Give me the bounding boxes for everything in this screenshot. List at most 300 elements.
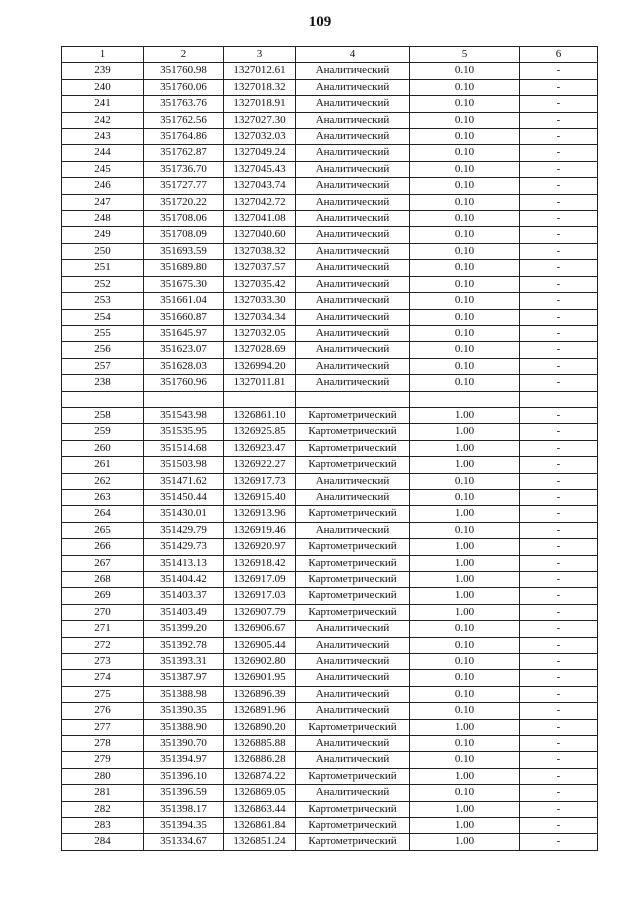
- note-cell: -: [520, 293, 598, 309]
- point-number-cell: 278: [62, 736, 144, 752]
- y-coordinate-cell: 1326890.20: [224, 719, 296, 735]
- table-header: [62, 47, 598, 63]
- table-body: [62, 63, 598, 850]
- column-header: 6: [520, 47, 598, 63]
- note-cell: -: [520, 358, 598, 374]
- table-row: [62, 407, 598, 423]
- point-number-cell: 247: [62, 194, 144, 210]
- y-coordinate-cell: 1327038.32: [224, 243, 296, 259]
- x-coordinate-cell: 351720.22: [144, 194, 224, 210]
- note-cell: -: [520, 424, 598, 440]
- accuracy-cell: 0.10: [410, 621, 520, 637]
- x-coordinate-cell: 351760.06: [144, 79, 224, 95]
- header-row: [62, 47, 598, 63]
- method-cell: Аналитический: [296, 637, 410, 653]
- method-cell: Аналитический: [296, 309, 410, 325]
- column-header: 2: [144, 47, 224, 63]
- method-cell: Картометрический: [296, 555, 410, 571]
- y-coordinate-cell: 1327028.69: [224, 342, 296, 358]
- note-cell: -: [520, 243, 598, 259]
- point-number-cell: 246: [62, 178, 144, 194]
- y-coordinate-cell: 1326917.03: [224, 588, 296, 604]
- accuracy-cell: 0.10: [410, 752, 520, 768]
- accuracy-cell: 0.10: [410, 522, 520, 538]
- x-coordinate-cell: 351430.01: [144, 506, 224, 522]
- note-cell: -: [520, 457, 598, 473]
- point-number-cell: 254: [62, 309, 144, 325]
- note-cell: -: [520, 325, 598, 341]
- y-coordinate-cell: 1327049.24: [224, 145, 296, 161]
- note-cell: -: [520, 736, 598, 752]
- x-coordinate-cell: 351760.98: [144, 63, 224, 79]
- x-coordinate-cell: 351693.59: [144, 243, 224, 259]
- note-cell: -: [520, 473, 598, 489]
- x-coordinate-cell: 351762.56: [144, 112, 224, 128]
- point-number-cell: 238: [62, 375, 144, 391]
- accuracy-cell: 1.00: [410, 555, 520, 571]
- column-header: 5: [410, 47, 520, 63]
- point-number-cell: 284: [62, 834, 144, 850]
- x-coordinate-cell: 351388.98: [144, 686, 224, 702]
- note-cell: -: [520, 129, 598, 145]
- x-coordinate-cell: [144, 391, 224, 407]
- table-row: [62, 293, 598, 309]
- table-row: [62, 604, 598, 620]
- table-row: [62, 588, 598, 604]
- table-row: [62, 489, 598, 505]
- method-cell: Аналитический: [296, 342, 410, 358]
- accuracy-cell: 0.10: [410, 785, 520, 801]
- x-coordinate-cell: 351708.06: [144, 211, 224, 227]
- y-coordinate-cell: 1326918.42: [224, 555, 296, 571]
- accuracy-cell: 0.10: [410, 63, 520, 79]
- table-row: [62, 129, 598, 145]
- y-coordinate-cell: 1326917.73: [224, 473, 296, 489]
- point-number-cell: 242: [62, 112, 144, 128]
- point-number-cell: 260: [62, 440, 144, 456]
- x-coordinate-cell: 351543.98: [144, 407, 224, 423]
- table-row: [62, 637, 598, 653]
- point-number-cell: 241: [62, 96, 144, 112]
- y-coordinate-cell: 1327040.60: [224, 227, 296, 243]
- y-coordinate-cell: 1327012.61: [224, 63, 296, 79]
- x-coordinate-cell: 351396.10: [144, 768, 224, 784]
- accuracy-cell: 1.00: [410, 571, 520, 587]
- y-coordinate-cell: 1326861.84: [224, 818, 296, 834]
- x-coordinate-cell: 351399.20: [144, 621, 224, 637]
- accuracy-cell: 1.00: [410, 719, 520, 735]
- point-number-cell: 258: [62, 407, 144, 423]
- table-row: [62, 522, 598, 538]
- method-cell: Аналитический: [296, 63, 410, 79]
- method-cell: Аналитический: [296, 161, 410, 177]
- x-coordinate-cell: 351450.44: [144, 489, 224, 505]
- y-coordinate-cell: 1326917.09: [224, 571, 296, 587]
- point-number-cell: 249: [62, 227, 144, 243]
- accuracy-cell: 0.10: [410, 473, 520, 489]
- method-cell: Картометрический: [296, 440, 410, 456]
- y-coordinate-cell: 1326907.79: [224, 604, 296, 620]
- y-coordinate-cell: 1327032.03: [224, 129, 296, 145]
- table-row: [62, 686, 598, 702]
- y-coordinate-cell: 1326861.10: [224, 407, 296, 423]
- table-row: [62, 440, 598, 456]
- table-row: [62, 358, 598, 374]
- accuracy-cell: 0.10: [410, 637, 520, 653]
- method-cell: Картометрический: [296, 719, 410, 735]
- x-coordinate-cell: 351708.09: [144, 227, 224, 243]
- method-cell: Картометрический: [296, 604, 410, 620]
- method-cell: Картометрический: [296, 506, 410, 522]
- table-row: [62, 801, 598, 817]
- note-cell: -: [520, 506, 598, 522]
- note-cell: -: [520, 112, 598, 128]
- method-cell: Аналитический: [296, 358, 410, 374]
- point-number-cell: 279: [62, 752, 144, 768]
- x-coordinate-cell: 351514.68: [144, 440, 224, 456]
- note-cell: -: [520, 375, 598, 391]
- note-cell: -: [520, 834, 598, 850]
- method-cell: Аналитический: [296, 686, 410, 702]
- accuracy-cell: 0.10: [410, 161, 520, 177]
- x-coordinate-cell: 351660.87: [144, 309, 224, 325]
- table-row: [62, 145, 598, 161]
- point-number-cell: 262: [62, 473, 144, 489]
- table-row: [62, 342, 598, 358]
- accuracy-cell: 1.00: [410, 506, 520, 522]
- note-cell: -: [520, 227, 598, 243]
- accuracy-cell: 0.10: [410, 145, 520, 161]
- table-row: [62, 424, 598, 440]
- x-coordinate-cell: 351645.97: [144, 325, 224, 341]
- note-cell: -: [520, 768, 598, 784]
- method-cell: Аналитический: [296, 260, 410, 276]
- y-coordinate-cell: 1326901.95: [224, 670, 296, 686]
- point-number-cell: 276: [62, 703, 144, 719]
- method-cell: Аналитический: [296, 96, 410, 112]
- accuracy-cell: 0.10: [410, 489, 520, 505]
- note-cell: -: [520, 309, 598, 325]
- x-coordinate-cell: 351390.35: [144, 703, 224, 719]
- y-coordinate-cell: 1326886.28: [224, 752, 296, 768]
- note-cell: -: [520, 194, 598, 210]
- x-coordinate-cell: 351628.03: [144, 358, 224, 374]
- x-coordinate-cell: 351535.95: [144, 424, 224, 440]
- point-number-cell: 271: [62, 621, 144, 637]
- point-number-cell: 243: [62, 129, 144, 145]
- table-row: [62, 161, 598, 177]
- note-cell: -: [520, 752, 598, 768]
- point-number-cell: 263: [62, 489, 144, 505]
- accuracy-cell: 1.00: [410, 604, 520, 620]
- note-cell: -: [520, 604, 598, 620]
- table-row: [62, 79, 598, 95]
- table-row: [62, 63, 598, 79]
- point-number-cell: 267: [62, 555, 144, 571]
- table-row: [62, 571, 598, 587]
- table-row: [62, 555, 598, 571]
- x-coordinate-cell: 351396.59: [144, 785, 224, 801]
- accuracy-cell: 0.10: [410, 276, 520, 292]
- point-number-cell: 253: [62, 293, 144, 309]
- accuracy-cell: 1.00: [410, 818, 520, 834]
- note-cell: -: [520, 654, 598, 670]
- method-cell: Аналитический: [296, 178, 410, 194]
- method-cell: Аналитический: [296, 621, 410, 637]
- y-coordinate-cell: 1326902.80: [224, 654, 296, 670]
- note-cell: -: [520, 522, 598, 538]
- x-coordinate-cell: 351762.87: [144, 145, 224, 161]
- point-number-cell: 277: [62, 719, 144, 735]
- note-cell: [520, 391, 598, 407]
- note-cell: -: [520, 276, 598, 292]
- point-number-cell: 252: [62, 276, 144, 292]
- x-coordinate-cell: 351503.98: [144, 457, 224, 473]
- table-row: [62, 752, 598, 768]
- table-row: [62, 785, 598, 801]
- point-number-cell: 244: [62, 145, 144, 161]
- accuracy-cell: 1.00: [410, 588, 520, 604]
- accuracy-cell: 1.00: [410, 424, 520, 440]
- note-cell: -: [520, 785, 598, 801]
- x-coordinate-cell: 351398.17: [144, 801, 224, 817]
- table-row: [62, 719, 598, 735]
- method-cell: Аналитический: [296, 325, 410, 341]
- method-cell: Аналитический: [296, 112, 410, 128]
- method-cell: Аналитический: [296, 473, 410, 489]
- y-coordinate-cell: 1326906.67: [224, 621, 296, 637]
- y-coordinate-cell: 1326905.44: [224, 637, 296, 653]
- point-number-cell: 266: [62, 539, 144, 555]
- note-cell: -: [520, 621, 598, 637]
- accuracy-cell: 0.10: [410, 325, 520, 341]
- accuracy-cell: 0.10: [410, 358, 520, 374]
- accuracy-cell: 0.10: [410, 670, 520, 686]
- accuracy-cell: 0.10: [410, 703, 520, 719]
- note-cell: -: [520, 686, 598, 702]
- point-number-cell: 248: [62, 211, 144, 227]
- method-cell: Аналитический: [296, 211, 410, 227]
- accuracy-cell: 0.10: [410, 309, 520, 325]
- note-cell: -: [520, 571, 598, 587]
- accuracy-cell: 0.10: [410, 227, 520, 243]
- accuracy-cell: 0.10: [410, 260, 520, 276]
- point-number-cell: 272: [62, 637, 144, 653]
- y-coordinate-cell: [224, 391, 296, 407]
- point-number-cell: 259: [62, 424, 144, 440]
- table-row: [62, 473, 598, 489]
- method-cell: Аналитический: [296, 489, 410, 505]
- table-row: [62, 260, 598, 276]
- point-number-cell: 273: [62, 654, 144, 670]
- accuracy-cell: 0.10: [410, 194, 520, 210]
- table-row: [62, 375, 598, 391]
- method-cell: Аналитический: [296, 194, 410, 210]
- table-row: [62, 276, 598, 292]
- method-cell: Аналитический: [296, 375, 410, 391]
- y-coordinate-cell: 1327042.72: [224, 194, 296, 210]
- x-coordinate-cell: 351388.90: [144, 719, 224, 735]
- note-cell: -: [520, 211, 598, 227]
- table-row: [62, 539, 598, 555]
- y-coordinate-cell: 1327035.42: [224, 276, 296, 292]
- method-cell: Аналитический: [296, 227, 410, 243]
- note-cell: -: [520, 539, 598, 555]
- y-coordinate-cell: 1327011.81: [224, 375, 296, 391]
- accuracy-cell: 0.10: [410, 342, 520, 358]
- y-coordinate-cell: 1326919.46: [224, 522, 296, 538]
- method-cell: Аналитический: [296, 129, 410, 145]
- note-cell: -: [520, 588, 598, 604]
- point-number-cell: 281: [62, 785, 144, 801]
- x-coordinate-cell: 351689.80: [144, 260, 224, 276]
- accuracy-cell: 1.00: [410, 834, 520, 850]
- y-coordinate-cell: 1327041.08: [224, 211, 296, 227]
- y-coordinate-cell: 1327045.43: [224, 161, 296, 177]
- page-number: 109: [308, 14, 332, 30]
- note-cell: -: [520, 719, 598, 735]
- x-coordinate-cell: 351404.42: [144, 571, 224, 587]
- table-row: [62, 654, 598, 670]
- method-cell: Аналитический: [296, 752, 410, 768]
- method-cell: Картометрический: [296, 424, 410, 440]
- table-row: [62, 506, 598, 522]
- method-cell: Картометрический: [296, 457, 410, 473]
- note-cell: -: [520, 342, 598, 358]
- x-coordinate-cell: 351727.77: [144, 178, 224, 194]
- method-cell: Аналитический: [296, 785, 410, 801]
- y-coordinate-cell: 1326923.47: [224, 440, 296, 456]
- accuracy-cell: 1.00: [410, 457, 520, 473]
- accuracy-cell: 0.10: [410, 654, 520, 670]
- x-coordinate-cell: 351392.78: [144, 637, 224, 653]
- y-coordinate-cell: 1327034.34: [224, 309, 296, 325]
- accuracy-cell: 1.00: [410, 768, 520, 784]
- x-coordinate-cell: 351403.37: [144, 588, 224, 604]
- accuracy-cell: 0.10: [410, 96, 520, 112]
- table-row: [62, 818, 598, 834]
- table-row: [62, 391, 598, 407]
- x-coordinate-cell: 351394.97: [144, 752, 224, 768]
- note-cell: -: [520, 637, 598, 653]
- table-row: [62, 670, 598, 686]
- point-number-cell: 239: [62, 63, 144, 79]
- point-number-cell: 240: [62, 79, 144, 95]
- x-coordinate-cell: 351403.49: [144, 604, 224, 620]
- table-row: [62, 227, 598, 243]
- note-cell: -: [520, 63, 598, 79]
- note-cell: -: [520, 79, 598, 95]
- table-row: [62, 325, 598, 341]
- note-cell: -: [520, 145, 598, 161]
- method-cell: Аналитический: [296, 145, 410, 161]
- accuracy-cell: 0.10: [410, 79, 520, 95]
- y-coordinate-cell: 1326896.39: [224, 686, 296, 702]
- accuracy-cell: 0.10: [410, 243, 520, 259]
- x-coordinate-cell: 351393.31: [144, 654, 224, 670]
- point-number-cell: 274: [62, 670, 144, 686]
- y-coordinate-cell: 1326874.22: [224, 768, 296, 784]
- point-number-cell: 269: [62, 588, 144, 604]
- y-coordinate-cell: 1326920.97: [224, 539, 296, 555]
- table-row: [62, 243, 598, 259]
- table-row: [62, 178, 598, 194]
- table-row: [62, 736, 598, 752]
- table-row: [62, 768, 598, 784]
- method-cell: Аналитический: [296, 703, 410, 719]
- point-number-cell: 250: [62, 243, 144, 259]
- x-coordinate-cell: 351429.73: [144, 539, 224, 555]
- x-coordinate-cell: 351429.79: [144, 522, 224, 538]
- point-number-cell: 275: [62, 686, 144, 702]
- y-coordinate-cell: 1327018.32: [224, 79, 296, 95]
- y-coordinate-cell: 1326885.88: [224, 736, 296, 752]
- method-cell: Картометрический: [296, 588, 410, 604]
- note-cell: -: [520, 489, 598, 505]
- accuracy-cell: 0.10: [410, 375, 520, 391]
- y-coordinate-cell: 1327032.05: [224, 325, 296, 341]
- x-coordinate-cell: 351334.67: [144, 834, 224, 850]
- y-coordinate-cell: 1327043.74: [224, 178, 296, 194]
- point-number-cell: 268: [62, 571, 144, 587]
- point-number-cell: [62, 391, 144, 407]
- accuracy-cell: 0.10: [410, 211, 520, 227]
- accuracy-cell: 0.10: [410, 112, 520, 128]
- note-cell: -: [520, 555, 598, 571]
- column-header: 1: [62, 47, 144, 63]
- note-cell: -: [520, 440, 598, 456]
- y-coordinate-cell: 1326925.85: [224, 424, 296, 440]
- method-cell: Аналитический: [296, 243, 410, 259]
- x-coordinate-cell: 351413.13: [144, 555, 224, 571]
- note-cell: -: [520, 818, 598, 834]
- accuracy-cell: 0.10: [410, 129, 520, 145]
- y-coordinate-cell: 1327033.30: [224, 293, 296, 309]
- point-number-cell: 264: [62, 506, 144, 522]
- method-cell: Картометрический: [296, 768, 410, 784]
- accuracy-cell: 0.10: [410, 736, 520, 752]
- method-cell: Картометрический: [296, 834, 410, 850]
- method-cell: Аналитический: [296, 79, 410, 95]
- point-number-cell: 265: [62, 522, 144, 538]
- y-coordinate-cell: 1327018.91: [224, 96, 296, 112]
- method-cell: Аналитический: [296, 276, 410, 292]
- accuracy-cell: [410, 391, 520, 407]
- point-number-cell: 261: [62, 457, 144, 473]
- accuracy-cell: 0.10: [410, 178, 520, 194]
- accuracy-cell: 1.00: [410, 407, 520, 423]
- x-coordinate-cell: 351471.62: [144, 473, 224, 489]
- note-cell: -: [520, 407, 598, 423]
- y-coordinate-cell: 1327027.30: [224, 112, 296, 128]
- point-number-cell: 256: [62, 342, 144, 358]
- table-row: [62, 194, 598, 210]
- x-coordinate-cell: 351736.70: [144, 161, 224, 177]
- method-cell: Картометрический: [296, 818, 410, 834]
- coordinates-table: [61, 46, 598, 851]
- y-coordinate-cell: 1326922.27: [224, 457, 296, 473]
- x-coordinate-cell: 351675.30: [144, 276, 224, 292]
- table-row: [62, 309, 598, 325]
- accuracy-cell: 0.10: [410, 293, 520, 309]
- accuracy-cell: 1.00: [410, 440, 520, 456]
- table-row: [62, 457, 598, 473]
- x-coordinate-cell: 351394.35: [144, 818, 224, 834]
- method-cell: Аналитический: [296, 670, 410, 686]
- y-coordinate-cell: 1326869.05: [224, 785, 296, 801]
- table-row: [62, 211, 598, 227]
- y-coordinate-cell: 1326863.44: [224, 801, 296, 817]
